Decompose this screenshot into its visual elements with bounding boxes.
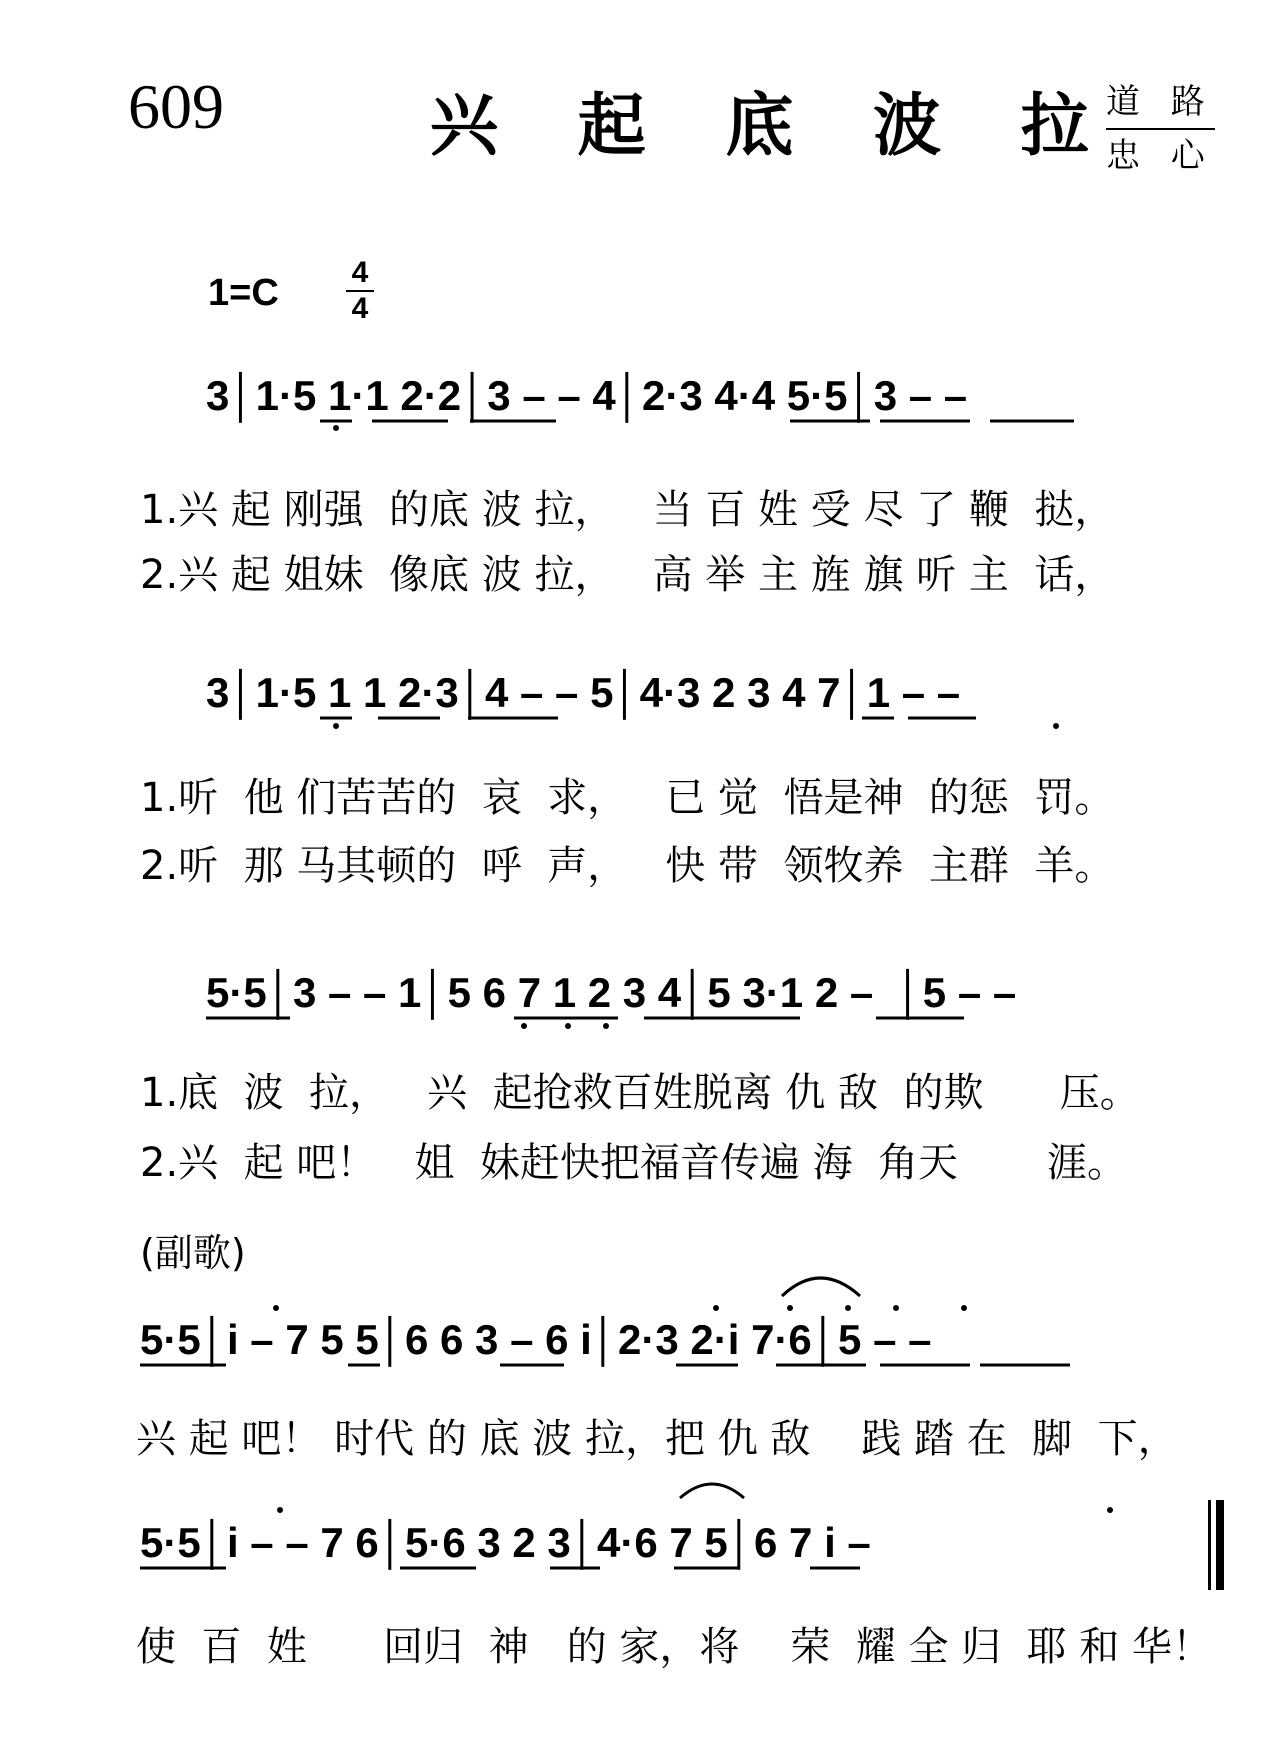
- chorus-label: (副歌): [140, 1231, 246, 1275]
- lyric-line-2-verse-2: 2.听 那 马其顿的 呼 声， 快 带 领牧养 主群 羊。: [140, 843, 1115, 889]
- lyric-line-3-verse-2: 2.兴 起 吧！ 姐 妹赶快把福音传遍 海 角天 涯。: [140, 1140, 1128, 1186]
- final-barline: [1208, 1500, 1224, 1590]
- octave-dots: [273, 425, 1113, 1513]
- notation-line-4: 5·5│i – 7 5 5│6 6 3 – 6 i│2·3 2·i 7·6│5 – –: [140, 1316, 932, 1363]
- lyric-line-4: 兴 起 吧！ 时代 的 底 波 拉，把 仇 敌 践 踏 在 脚 下，: [136, 1416, 1178, 1462]
- song-title: 兴 起 底 波 拉: [430, 87, 1117, 166]
- ties: [680, 1278, 860, 1498]
- lyric-line-2-verse-1: 1.听 他 们苦苦的 哀 求， 已 觉 悟是神 的惩 罚。: [140, 775, 1115, 821]
- notation-line-1: 3│1·5 1·1 2·2│3 – – 4│2·3 4·4 5·5│3 – –: [206, 372, 968, 419]
- credit-line-2: 忠 心: [1106, 136, 1215, 176]
- credit-line-1: 道 路: [1106, 76, 1215, 130]
- lyric-line-5: 使 百 姓 回归 神 的 家，将 荣 耀 全 归 耶 和 华！: [136, 1624, 1213, 1670]
- notation-line-5: 5·5│i – – 7 6│5·6 3 2 3│4·6 7 5│6 7 i –: [140, 1519, 871, 1566]
- notation-line-3: 5·5│3 – – 1│5 6 7 1 2 3 4│5 3·1 2 – │5 – –: [206, 969, 1017, 1016]
- notation-line-2: 3│1·5 1 1 2·3│4 – – 5│4·3 2 3 4 7│1 – –: [206, 669, 961, 716]
- lyric-line-1-verse-2: 2.兴 起 姐妹 像底 波 拉， 高 举 主 旌 旗 听 主 话，: [140, 552, 1115, 598]
- time-signature-bottom: 4: [351, 292, 369, 325]
- key-signature: 1=C: [208, 272, 279, 314]
- lyric-line-1-verse-1: 1.兴 起 刚强 的底 波 拉， 当 百 姓 受 尽 了 鞭 挞，: [140, 487, 1115, 533]
- lyric-line-3-verse-1: 1.底 波 拉， 兴 起抢救百姓脱离 仇 敌 的欺 压。: [140, 1070, 1140, 1116]
- time-signature-top: 4: [351, 256, 369, 289]
- hymn-number: 609: [128, 71, 224, 142]
